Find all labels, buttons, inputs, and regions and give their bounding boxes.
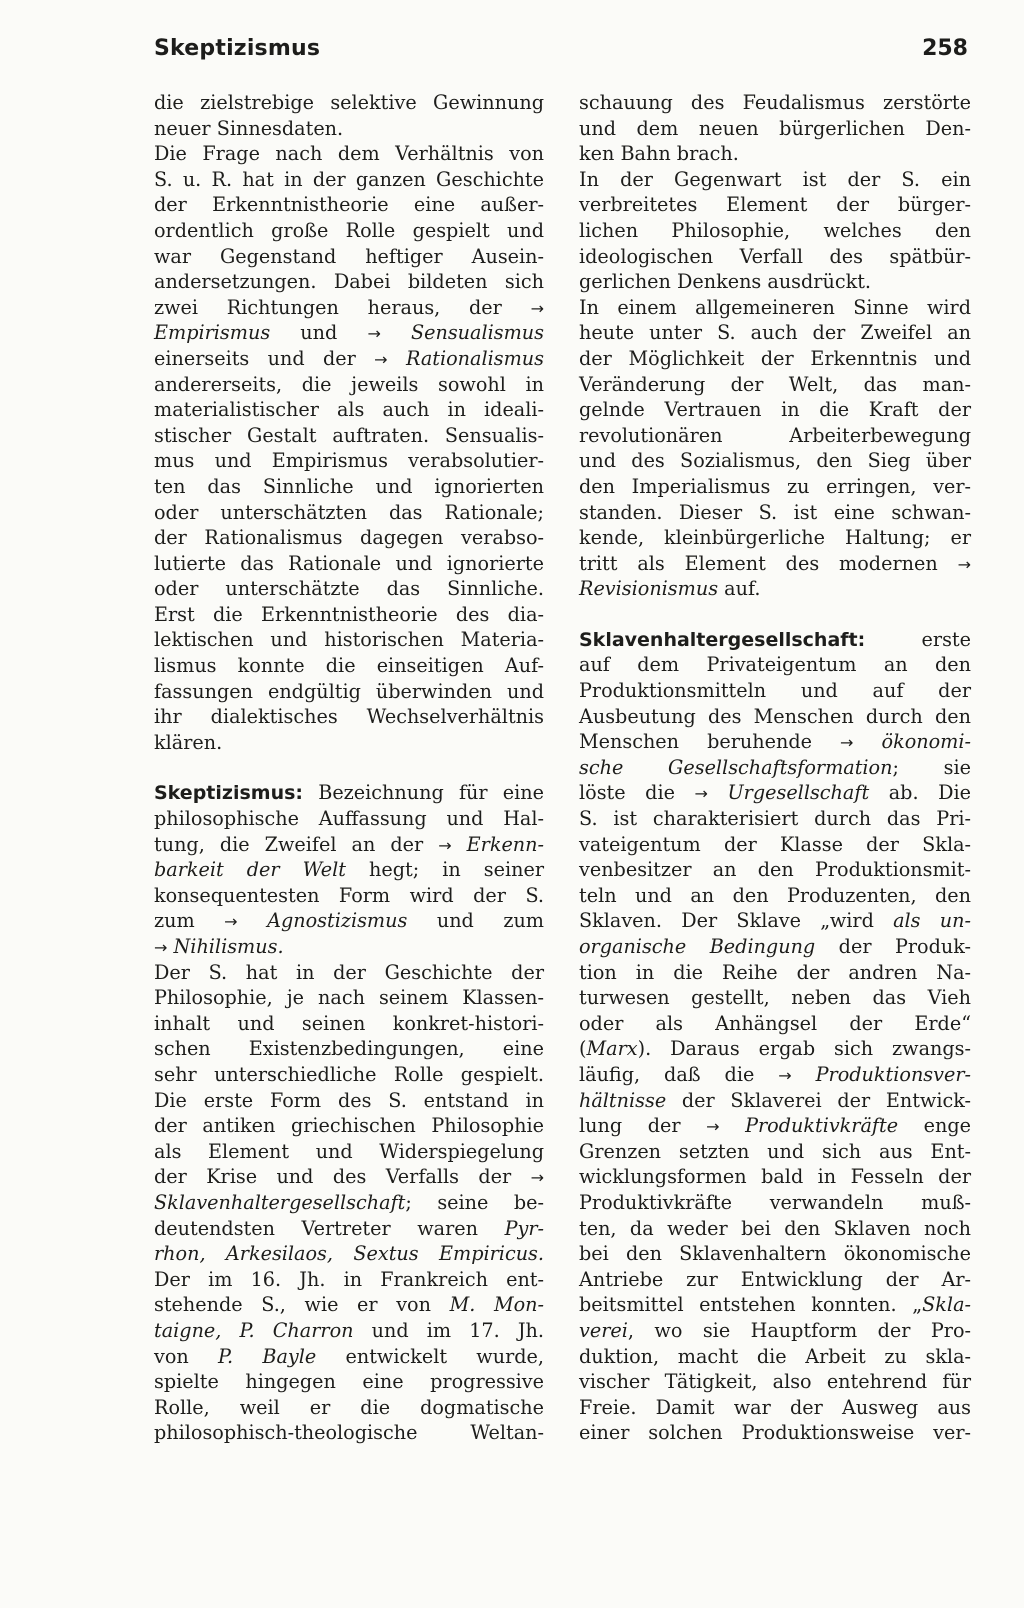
text-line: ten das Sinnliche und ignorierten	[154, 474, 544, 498]
text-line: organische Bedingung der Produk-	[579, 935, 971, 958]
text-line: Menschen beruhende → ökonomi-	[579, 730, 971, 754]
text-line: philosophische Auffassung und Hal-	[154, 807, 544, 831]
text-line: vischer Tätigkeit, also entehrend für	[579, 1370, 971, 1394]
text-line: standen. Dieser S. ist eine schwan-	[579, 500, 971, 524]
text-line: → Nihilismus.	[154, 935, 284, 958]
text-line: venbesitzer an den Produktionsmit-	[579, 858, 971, 882]
text-line: ordentlich große Rolle gespielt und	[154, 218, 544, 242]
text-line: oder unterschätzte das Sinnliche.	[154, 577, 544, 601]
text-line: deutendsten Vertreter waren Pyr-	[154, 1216, 544, 1240]
text-line: Empirismus und → Sensualismus	[154, 321, 544, 345]
text-line: Die erste Form des S. entstand in	[154, 1088, 544, 1112]
cross-reference-arrow-icon: →	[374, 349, 388, 369]
cross-reference-arrow-icon: →	[438, 835, 452, 855]
right-column	[579, 90, 971, 1446]
text-line: rhon, Arkesilaos, Sextus Empiricus.	[154, 1242, 544, 1266]
text-line: ten, da weder bei den Sklaven noch	[579, 1216, 971, 1240]
text-line: S. ist charakterisiert durch das Pri-	[579, 807, 971, 831]
text-line: beitsmittel entstehen konnten. „Skla-	[579, 1293, 971, 1317]
text-line: der antiken griechischen Philosophie	[154, 1114, 544, 1138]
text-line: verei, wo sie Hauptform der Pro-	[579, 1318, 971, 1342]
text-line: (Marx). Daraus ergab sich zwangs-	[579, 1037, 971, 1061]
text-line: verbreitetes Element der bürger-	[579, 193, 971, 217]
text-line: turwesen gestellt, neben das Vieh	[579, 986, 971, 1010]
text-line: Der S. hat in der Geschichte der	[154, 960, 544, 984]
text-line: kende, kleinbürgerliche Haltung; er	[579, 526, 971, 550]
text-line: einer solchen Produktionsweise ver-	[579, 1421, 971, 1445]
text-line: oder als Anhängsel der Erde“	[579, 1011, 971, 1035]
cross-reference-arrow-icon: →	[706, 1117, 720, 1137]
page-number: 258	[922, 36, 968, 61]
cross-reference-arrow-icon: →	[530, 1168, 544, 1188]
text-line: tion in die Reihe der andren Na-	[579, 960, 971, 984]
text-line: Skeptizismus: Bezeichnung für eine	[154, 781, 544, 805]
text-line: philosophisch-theologische Weltan-	[154, 1421, 544, 1445]
text-line: der Rationalismus dagegen verabso-	[154, 526, 544, 550]
text-line: zum → Agnostizismus und zum	[154, 909, 544, 933]
text-line: Rolle, weil er die dogmatische	[154, 1395, 544, 1419]
entry-separator	[579, 602, 971, 627]
cross-reference-arrow-icon: →	[694, 784, 708, 804]
text-line: In der Gegenwart ist der S. ein	[579, 167, 971, 191]
text-line: andererseits, die jeweils sowohl in	[154, 372, 544, 396]
text-line: die zielstrebige selektive Gewinnung	[154, 91, 544, 114]
entry-separator	[154, 755, 544, 780]
text-line: ken Bahn brach.	[579, 142, 739, 166]
cross-reference-arrow-icon: →	[957, 554, 971, 574]
text-line: Die Frage nach dem Verhältnis von	[154, 142, 544, 166]
text-line: hältnisse der Sklaverei der Entwick-	[579, 1088, 971, 1112]
text-line: heute unter S. auch der Zweifel an	[579, 321, 971, 345]
text-line: sehr unterschiedliche Rolle gespielt.	[154, 1062, 544, 1086]
text-line: Freie. Damit war der Ausweg aus	[579, 1395, 971, 1419]
text-line: Sklaven. Der Sklave „wird als un-	[579, 909, 971, 933]
text-line: der Möglichkeit der Erkenntnis und	[579, 346, 971, 370]
text-line: barkeit der Welt hegt; in seiner	[154, 858, 545, 882]
text-line: Produktivkräfte verwandeln muß-	[579, 1190, 971, 1214]
text-line: vateigentum der Klasse der Skla-	[579, 832, 971, 856]
cross-reference-arrow-icon: →	[224, 912, 238, 932]
text-line: lung der → Produktivkräfte enge	[579, 1114, 971, 1138]
text-line: neuer Sinnesdaten.	[154, 116, 344, 140]
text-line: materialistischer als auch in ideali-	[154, 398, 544, 422]
text-line: lektischen und historischen Materia-	[154, 628, 544, 652]
text-line: duktion, macht die Arbeit zu skla-	[579, 1344, 971, 1368]
text-line: Der im 16. Jh. in Frankreich ent-	[154, 1267, 544, 1291]
text-line: Erst die Erkenntnistheorie des dia-	[154, 602, 544, 626]
text-line: mus und Empirismus verabsolutier-	[154, 449, 544, 473]
text-line: Philosophie, je nach seinem Klassen-	[154, 986, 544, 1010]
text-line: stehende S., wie er von M. Mon-	[154, 1293, 545, 1317]
text-line: klären.	[154, 730, 223, 754]
text-line: auf dem Privateigentum an den	[579, 653, 971, 677]
text-line: schauung des Feudalismus zerstörte	[579, 91, 971, 114]
text-line: den Imperialismus zu erringen, ver-	[579, 474, 971, 498]
text-line: bei den Sklavenhaltern ökonomische	[579, 1242, 971, 1266]
text-line: lichen Philosophie, welches den	[579, 218, 971, 242]
text-line: Revisionismus auf.	[579, 577, 761, 601]
text-line: einerseits und der → Rationalismus	[154, 346, 544, 370]
text-line: stischer Gestalt auftraten. Sensualis-	[154, 423, 544, 447]
text-line: revolutionären Arbeiterbewegung	[579, 423, 971, 447]
text-line: von P. Bayle entwickelt wurde,	[154, 1344, 544, 1368]
text-line: war Gegenstand heftiger Ausein-	[154, 244, 544, 268]
text-line: lismus konnte die einseitigen Auf-	[154, 654, 544, 678]
text-line: schen Existenzbedingungen, eine	[154, 1037, 544, 1061]
text-line: spielte hingegen eine progressive	[154, 1370, 544, 1394]
text-line: läufig, daß die → Produktionsver-	[579, 1062, 971, 1086]
running-head: Skeptizismus	[154, 36, 321, 61]
text-line: ihr dialektisches Wechselverhältnis	[154, 705, 544, 729]
text-line: oder unterschätzten das Rationale;	[154, 500, 544, 524]
text-line: Produktionsmitteln und auf der	[579, 679, 971, 703]
text-line: In einem allgemeineren Sinne wird	[579, 295, 971, 319]
text-line: gelnde Vertrauen in die Kraft der	[579, 398, 971, 422]
text-line: konsequentesten Form wird der S.	[154, 883, 544, 907]
text-line: andersetzungen. Dabei bildeten sich	[154, 270, 544, 294]
text-line: Antriebe zur Entwicklung der Ar-	[579, 1267, 971, 1291]
text-line: Veränderung der Welt, das man-	[579, 372, 971, 396]
cross-reference-arrow-icon: →	[367, 324, 381, 344]
text-line: und dem neuen bürgerlichen Den-	[579, 116, 971, 140]
cross-reference-arrow-icon: →	[778, 1065, 792, 1085]
text-line: S. u. R. hat in der ganzen Geschichte	[154, 167, 544, 191]
text-line: ideologischen Verfall des spätbür-	[579, 244, 971, 268]
text-line: Grenzen setzten und sich aus Ent-	[579, 1139, 971, 1163]
text-line: Sklavenhaltergesellschaft; seine be-	[154, 1190, 544, 1214]
text-line: Ausbeutung des Menschen durch den	[579, 704, 971, 728]
text-line: der Krise und des Verfalls der →	[154, 1165, 544, 1189]
text-line: teln und an den Produzenten, den	[579, 883, 971, 907]
text-line: inhalt und seinen konkret-histori-	[154, 1011, 544, 1035]
text-line: Sklavenhaltergesellschaft: erste	[579, 627, 971, 651]
text-line: der Erkenntnistheorie eine außer-	[154, 193, 544, 217]
text-line: taigne, P. Charron und im 17. Jh.	[154, 1318, 545, 1342]
text-line: als Element und Widerspiegelung	[154, 1139, 544, 1163]
text-line: fassungen endgültig überwinden und	[154, 679, 544, 703]
cross-reference-arrow-icon: →	[840, 733, 854, 753]
text-line: löste die → Urgesellschaft ab. Die	[579, 781, 971, 805]
text-line: wicklungsformen bald in Fesseln der	[579, 1165, 971, 1189]
text-line: zwei Richtungen heraus, der →	[154, 295, 544, 319]
text-line: sche Gesellschaftsformation; sie	[579, 755, 972, 779]
cross-reference-arrow-icon: →	[154, 938, 168, 957]
text-line: und des Sozialismus, den Sieg über	[579, 449, 971, 473]
text-line: tung, die Zweifel an der → Erkenn-	[154, 832, 544, 856]
text-line: tritt als Element des modernen →	[579, 551, 971, 575]
cross-reference-arrow-icon: →	[530, 298, 544, 318]
text-line: gerlichen Denkens ausdrückt.	[579, 270, 872, 294]
left-column	[154, 90, 544, 1446]
page-header	[154, 36, 968, 76]
text-line: lutierte das Rationale und ignorierte	[154, 551, 544, 575]
